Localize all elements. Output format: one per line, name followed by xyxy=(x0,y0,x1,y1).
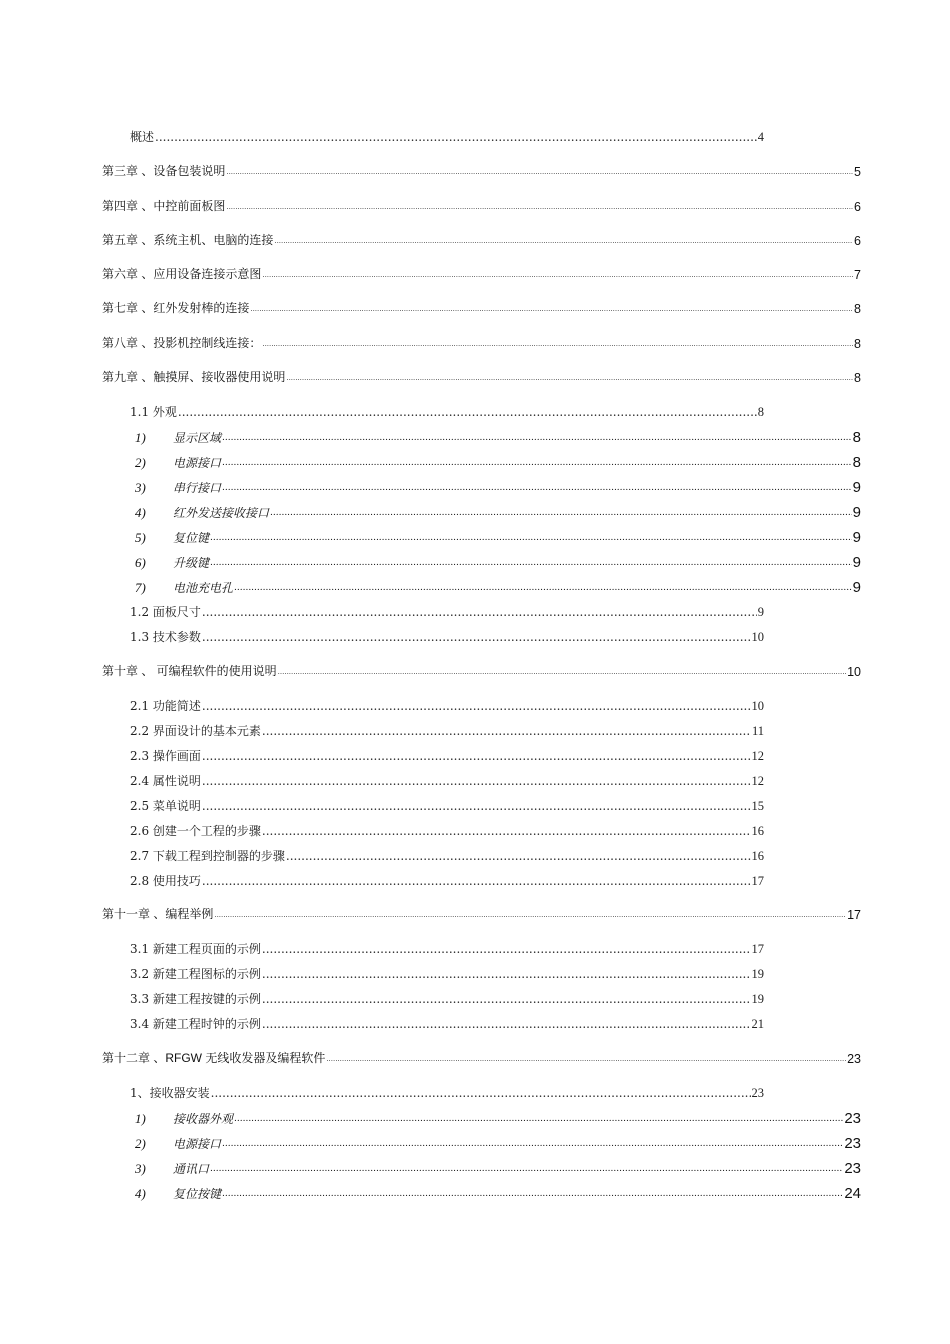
toc-chapter[interactable] xyxy=(102,1050,861,1066)
toc-item[interactable] xyxy=(135,553,861,571)
toc-entry-page: 9 xyxy=(757,605,764,619)
toc-entry-page: 15 xyxy=(751,799,764,813)
toc-item[interactable] xyxy=(135,1109,861,1127)
toc-entry-title: 2.3 操作画面 xyxy=(130,749,201,763)
dot-leader xyxy=(202,631,751,644)
toc-entry-page: 16 xyxy=(751,849,764,863)
dot-leader xyxy=(274,237,853,245)
dot-leader xyxy=(326,1055,846,1063)
toc-entry-title: 第六章 、应用设备连接示意图 xyxy=(102,267,262,281)
toc-entry-title: 2.7 下载工程到控制器的步骤 xyxy=(130,849,285,863)
toc-entry-title: 第十一章 、编程举例 xyxy=(102,907,214,921)
toc-item[interactable] xyxy=(135,578,861,596)
toc-entry-title: 第九章 、触摸屏、接收器使用说明 xyxy=(102,370,286,384)
dot-leader xyxy=(178,406,757,419)
toc-item[interactable] xyxy=(135,503,861,521)
toc-entry-page: 8 xyxy=(757,405,764,419)
toc-entry-page: 19 xyxy=(751,967,764,981)
toc-section[interactable] xyxy=(130,723,764,739)
toc-entry-title: 2.4 属性说明 xyxy=(130,774,201,788)
dot-leader xyxy=(226,203,853,211)
dot-leader xyxy=(286,374,853,382)
toc-item-number: 3) xyxy=(135,480,146,495)
dot-leader xyxy=(286,850,751,863)
toc-entry-page: 7 xyxy=(854,268,861,282)
dot-leader xyxy=(202,775,751,788)
toc-item-number: 1) xyxy=(135,1111,146,1126)
toc-entry-title: 升级键 xyxy=(173,556,210,570)
toc-entry-title: 第五章 、系统主机、电脑的连接 xyxy=(102,233,274,247)
dot-leader xyxy=(155,131,757,144)
toc-entry-title: 3.2 新建工程图标的示例 xyxy=(130,967,261,981)
toc-chapter[interactable] xyxy=(102,335,861,351)
toc-entry-title: 电源接口 xyxy=(173,456,222,470)
toc-entry-title: 2.8 使用技巧 xyxy=(130,874,201,888)
toc-item-number: 7) xyxy=(135,580,146,595)
toc-chapter[interactable] xyxy=(102,198,861,214)
toc-entry-page: 8 xyxy=(852,429,861,446)
toc-item[interactable] xyxy=(135,453,861,471)
toc-entry-title: 第十二章 、RFGW 无线收发器及编程软件 xyxy=(102,1051,326,1065)
toc-item[interactable] xyxy=(135,1159,861,1177)
toc-item-number: 1) xyxy=(135,430,146,445)
toc-section[interactable] xyxy=(130,1016,764,1032)
toc-entry-title: 2.2 界面设计的基本元素 xyxy=(130,724,261,738)
toc-entry-title: 3.1 新建工程页面的示例 xyxy=(130,942,261,956)
toc-entry-page: 12 xyxy=(751,749,764,763)
toc-item[interactable] xyxy=(135,1184,861,1202)
toc-entry-page: 16 xyxy=(751,824,764,838)
dot-leader xyxy=(222,434,852,443)
toc-item-number: 4) xyxy=(135,505,146,520)
toc-entry-title: 3.3 新建工程按键的示例 xyxy=(130,992,261,1006)
toc-entry-page: 24 xyxy=(844,1185,861,1202)
toc-section[interactable] xyxy=(130,748,764,764)
dot-leader xyxy=(214,911,846,919)
dot-leader xyxy=(202,606,757,619)
toc-entry-page: 6 xyxy=(854,234,861,248)
toc-item-number: 5) xyxy=(135,530,146,545)
dot-leader xyxy=(222,484,852,493)
toc-entry-title: 复位按键 xyxy=(173,1187,222,1201)
toc-item-number: 6) xyxy=(135,555,146,570)
toc-entry-title: 接收器外观 xyxy=(173,1112,234,1126)
toc-section[interactable] xyxy=(130,966,764,982)
toc-entry-title: 串行接口 xyxy=(173,481,222,495)
toc-entry-title: 第三章 、设备包装说明 xyxy=(102,164,226,178)
toc-entry-page: 23 xyxy=(847,1052,861,1066)
toc-entry[interactable] xyxy=(130,129,764,145)
dot-leader xyxy=(222,459,852,468)
dot-leader xyxy=(202,700,751,713)
dot-leader xyxy=(262,943,751,956)
toc-entry-page: 4 xyxy=(757,130,764,144)
toc-item[interactable] xyxy=(135,428,861,446)
toc-entry-page: 19 xyxy=(751,992,764,1006)
dot-leader xyxy=(222,1140,843,1149)
dot-leader xyxy=(250,305,853,313)
toc-entry-page: 17 xyxy=(751,874,764,888)
toc-entry-title: 第十章 、 可编程软件的使用说明 xyxy=(102,664,277,678)
toc-entry-page: 9 xyxy=(852,579,861,596)
toc-entry-page: 10 xyxy=(751,699,764,713)
toc-entry-page: 17 xyxy=(751,942,764,956)
dot-leader xyxy=(262,725,751,738)
toc-entry-page: 23 xyxy=(844,1160,861,1177)
toc-entry-title: 复位键 xyxy=(173,531,210,545)
toc-section[interactable] xyxy=(130,698,764,714)
dot-leader xyxy=(262,271,853,279)
toc-entry-page: 9 xyxy=(852,554,861,571)
toc-entry-page: 6 xyxy=(854,200,861,214)
toc-item-number: 4) xyxy=(135,1186,146,1201)
toc-entry-page: 5 xyxy=(854,165,861,179)
toc-entry-page: 12 xyxy=(751,774,764,788)
toc-entry-title: 电池充电孔 xyxy=(173,581,234,595)
toc-section[interactable] xyxy=(130,823,764,839)
toc-entry-title: 通讯口 xyxy=(173,1162,210,1176)
toc-chapter[interactable] xyxy=(102,163,861,179)
toc-entry-title: 2.1 功能简述 xyxy=(130,699,201,713)
toc-entry-page: 23 xyxy=(751,1086,764,1100)
toc-entry-title: 2.5 菜单说明 xyxy=(130,799,201,813)
toc-entry-page: 21 xyxy=(751,1017,764,1031)
toc-chapter[interactable] xyxy=(102,906,861,922)
toc-item[interactable] xyxy=(135,478,861,496)
toc-entry-title: 显示区域 xyxy=(173,431,222,445)
toc-section[interactable] xyxy=(130,991,764,1007)
toc-entry-page: 23 xyxy=(844,1110,861,1127)
toc-entry-page: 9 xyxy=(852,479,861,496)
dot-leader xyxy=(210,534,852,543)
dot-leader xyxy=(202,875,751,888)
toc-section[interactable] xyxy=(130,629,764,645)
toc-entry-title: 1.2 面板尺寸 xyxy=(130,605,201,619)
toc-entry-title: 红外发送接收接口 xyxy=(173,506,270,520)
toc-item-number: 3) xyxy=(135,1161,146,1176)
dot-leader xyxy=(262,1018,751,1031)
toc-section[interactable] xyxy=(130,873,764,889)
toc-section[interactable] xyxy=(130,848,764,864)
toc-entry-page: 9 xyxy=(852,504,861,521)
dot-leader xyxy=(226,168,853,176)
dot-leader xyxy=(262,340,853,348)
toc-entry-title: 1.1 外观 xyxy=(130,405,177,419)
toc-item-number: 2) xyxy=(135,1136,146,1151)
dot-leader xyxy=(234,1115,843,1124)
toc-section[interactable] xyxy=(130,941,764,957)
toc-section[interactable] xyxy=(130,773,764,789)
toc-entry-page: 9 xyxy=(852,529,861,546)
toc-entry-title: 3.4 新建工程时钟的示例 xyxy=(130,1017,261,1031)
dot-leader xyxy=(234,584,852,593)
toc-item-number: 2) xyxy=(135,455,146,470)
dot-leader xyxy=(202,750,751,763)
dot-leader xyxy=(211,1087,751,1100)
toc-item[interactable] xyxy=(135,528,861,546)
toc-entry-title: 1.3 技术参数 xyxy=(130,630,201,644)
toc-section[interactable] xyxy=(130,1085,764,1101)
toc-entry-page: 17 xyxy=(847,908,861,922)
toc-entry-title: 2.6 创建一个工程的步骤 xyxy=(130,824,261,838)
toc-section[interactable] xyxy=(130,798,764,814)
toc-entry-title: 电源接口 xyxy=(173,1137,222,1151)
toc-entry-title: 概述 xyxy=(130,130,155,144)
toc-chapter[interactable] xyxy=(102,300,861,316)
toc-entry-title: 1、接收器安装 xyxy=(130,1086,210,1100)
toc-chapter[interactable] xyxy=(102,266,861,282)
toc-entry-title: 第七章 、红外发射棒的连接 xyxy=(102,301,250,315)
toc-section[interactable] xyxy=(130,604,764,620)
toc-section[interactable] xyxy=(130,404,764,420)
toc-entry-page: 10 xyxy=(847,665,861,679)
toc-entry-title: 第四章 、中控前面板图 xyxy=(102,199,226,213)
toc-entry-page: 8 xyxy=(854,337,861,351)
dot-leader xyxy=(210,1165,843,1174)
toc-entry-page: 8 xyxy=(854,371,861,385)
dot-leader xyxy=(262,968,751,981)
dot-leader xyxy=(262,993,751,1006)
toc-entry-page: 23 xyxy=(844,1135,861,1152)
toc-chapter[interactable] xyxy=(102,663,861,679)
dot-leader xyxy=(270,509,852,518)
dot-leader xyxy=(202,800,751,813)
dot-leader xyxy=(262,825,751,838)
toc-chapter[interactable] xyxy=(102,232,861,248)
dot-leader xyxy=(222,1190,843,1199)
dot-leader xyxy=(210,559,852,568)
toc-entry-page: 10 xyxy=(751,630,764,644)
toc-entry-page: 8 xyxy=(852,454,861,471)
toc-item[interactable] xyxy=(135,1134,861,1152)
toc-entry-page: 8 xyxy=(854,302,861,316)
toc-entry-title: 第八章 、投影机控制线连接： xyxy=(102,336,262,350)
toc-chapter[interactable] xyxy=(102,369,861,385)
toc-entry-page: 11 xyxy=(751,724,764,738)
dot-leader xyxy=(278,668,846,676)
